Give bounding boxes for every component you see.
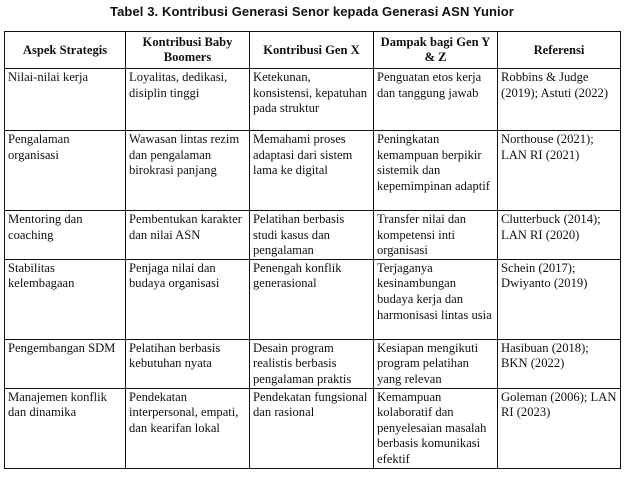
cell-baby-boomers: Penjaga nilai dan budaya organisasi (126, 259, 250, 339)
header-aspek-strategis: Aspek Strategis (5, 32, 126, 69)
table-row (5, 69, 621, 131)
cell-gen-x: Memahami proses adaptasi dari sistem lama ke digital (250, 131, 374, 211)
table-caption: Tabel 3. Kontribusi Generasi Senor kepada Generasi ASN Yunior (110, 4, 514, 19)
cell-dampak: Terjaganya kesinambungan budaya kerja dan harmonisasi lintas usia (374, 259, 498, 339)
cell-referensi: Robbins & Judge (2019); Astuti (2022) (498, 69, 621, 131)
cell-referensi: Goleman (2006); LAN RI (2023) (498, 388, 621, 468)
header-dampak-gen-y-z: Dampak bagi Gen Y & Z (374, 32, 498, 69)
cell-gen-x: Pelatihan berbasis studi kasus dan pengalaman (250, 211, 374, 260)
header-kontribusi-gen-x: Kontribusi Gen X (250, 32, 374, 69)
cell-aspek: Nilai-nilai kerja (5, 69, 126, 131)
cell-aspek: Mentoring dan coaching (5, 211, 126, 260)
cell-dampak: Kemampuan kolaboratif dan penyelesaian masalah berbasis komunikasi efektif (374, 388, 498, 468)
table-row (5, 259, 621, 339)
cell-aspek: Pengembangan SDM (5, 339, 126, 388)
contribution-table (4, 31, 621, 469)
cell-referensi: Schein (2017); Dwiyanto (2019) (498, 259, 621, 339)
cell-dampak: Peningkatan kemampuan berpikir sistemik dan kepemimpinan adaptif (374, 131, 498, 211)
table-row (5, 211, 621, 260)
cell-aspek: Pengalaman organisasi (5, 131, 126, 211)
cell-gen-x: Ketekunan, konsistensi, kepatuhan pada struktur (250, 69, 374, 131)
cell-dampak: Kesiapan mengikuti program pelatihan yang relevan (374, 339, 498, 388)
table-row (5, 339, 621, 388)
table-row (5, 131, 621, 211)
header-referensi: Referensi (498, 32, 621, 69)
cell-baby-boomers: Loyalitas, dedikasi, disiplin tinggi (126, 69, 250, 131)
cell-referensi: Clutterbuck (2014); LAN RI (2020) (498, 211, 621, 260)
cell-baby-boomers: Pembentukan karakter dan nilai ASN (126, 211, 250, 260)
cell-baby-boomers: Wawasan lintas rezim dan pengalaman birokrasi panjang (126, 131, 250, 211)
table-header-row (5, 32, 621, 69)
cell-gen-x: Pendekatan fungsional dan rasional (250, 388, 374, 468)
header-kontribusi-baby-boomers: Kontribusi Baby Boomers (126, 32, 250, 69)
cell-gen-x: Desain program realistis berbasis pengalaman praktis (250, 339, 374, 388)
cell-baby-boomers: Pelatihan berbasis kebutuhan nyata (126, 339, 250, 388)
cell-dampak: Penguatan etos kerja dan tanggung jawab (374, 69, 498, 131)
cell-dampak: Transfer nilai dan kompetensi inti organisasi (374, 211, 498, 260)
cell-referensi: Hasibuan (2018); BKN (2022) (498, 339, 621, 388)
table-row (5, 388, 621, 468)
cell-gen-x: Penengah konflik generasional (250, 259, 374, 339)
cell-aspek: Manajemen konflik dan dinamika (5, 388, 126, 468)
cell-baby-boomers: Pendekatan interpersonal, empati, dan kearifan lokal (126, 388, 250, 468)
cell-referensi: Northouse (2021); LAN RI (2021) (498, 131, 621, 211)
cell-aspek: Stabilitas kelembagaan (5, 259, 126, 339)
